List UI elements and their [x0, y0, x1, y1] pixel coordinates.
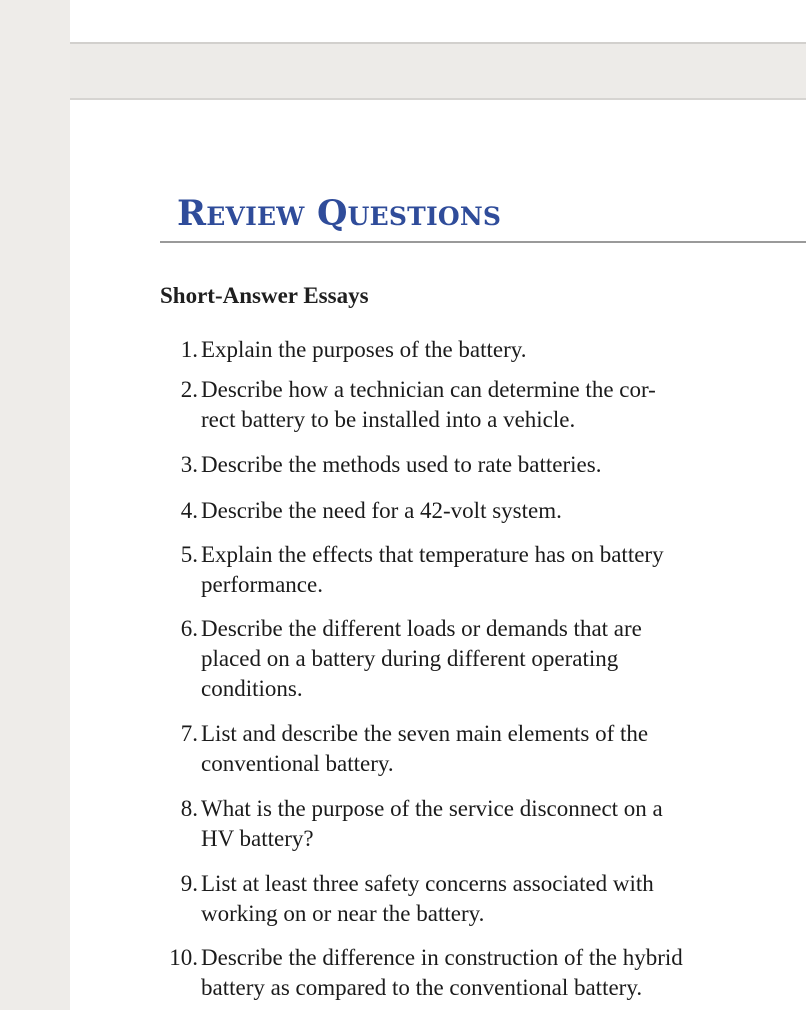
question-number: 3.	[180, 452, 198, 477]
question-number: 6.	[180, 616, 198, 641]
question-line: Describe the need for a 42-volt system.	[201, 498, 562, 523]
question-line: working on or near the battery.	[201, 901, 485, 926]
question-line: conventional battery.	[201, 751, 394, 776]
question-number: 2.	[180, 377, 198, 402]
question-line: Explain the effects that temperature has on battery	[201, 542, 664, 567]
question-number: 4.	[180, 498, 198, 523]
title-underline	[160, 241, 806, 243]
question-text	[201, 375, 801, 435]
viewer-gray-band	[70, 44, 806, 98]
question-text	[201, 450, 801, 480]
question-line: placed on a battery during different operating	[201, 646, 619, 671]
question-number: 7.	[180, 721, 198, 746]
question-text	[201, 540, 801, 600]
question-number: 1.	[180, 337, 198, 362]
viewer-top-strip	[70, 0, 806, 42]
question-line: Describe the difference in construction of the hybrid	[201, 945, 683, 970]
question-line: conditions.	[201, 676, 303, 701]
section-subheading: Short-Answer Essays	[160, 283, 369, 308]
question-line: Describe the methods used to rate batteries.	[201, 452, 602, 477]
question-text	[201, 794, 801, 854]
question-line: Explain the purposes of the battery.	[201, 337, 527, 362]
question-number: 10.	[169, 945, 198, 970]
question-line: performance.	[201, 572, 323, 597]
question-text	[201, 719, 801, 779]
question-text	[201, 943, 801, 1003]
question-line: List and describe the seven main elements of the	[201, 721, 649, 746]
question-line: What is the purpose of the service disconnect on a	[201, 796, 663, 821]
question-line: Describe how a technician can determine the cor-	[201, 377, 656, 402]
question-number: 5.	[180, 542, 198, 567]
question-text	[201, 869, 801, 929]
question-text	[201, 335, 801, 365]
question-text	[201, 496, 801, 526]
question-text	[201, 614, 801, 704]
section-title: Review Questions	[177, 193, 502, 234]
question-number: 9.	[180, 871, 198, 896]
viewer-left-margin	[0, 0, 70, 1010]
question-line: HV battery?	[201, 826, 314, 851]
question-line: List at least three safety concerns associated with	[201, 871, 654, 896]
document-page	[70, 100, 806, 1010]
question-line: battery as compared to the conventional battery.	[201, 975, 643, 1000]
question-line: rect battery to be installed into a vehicle.	[201, 407, 576, 432]
question-line: Describe the different loads or demands that are	[201, 616, 642, 641]
question-number: 8.	[180, 796, 198, 821]
